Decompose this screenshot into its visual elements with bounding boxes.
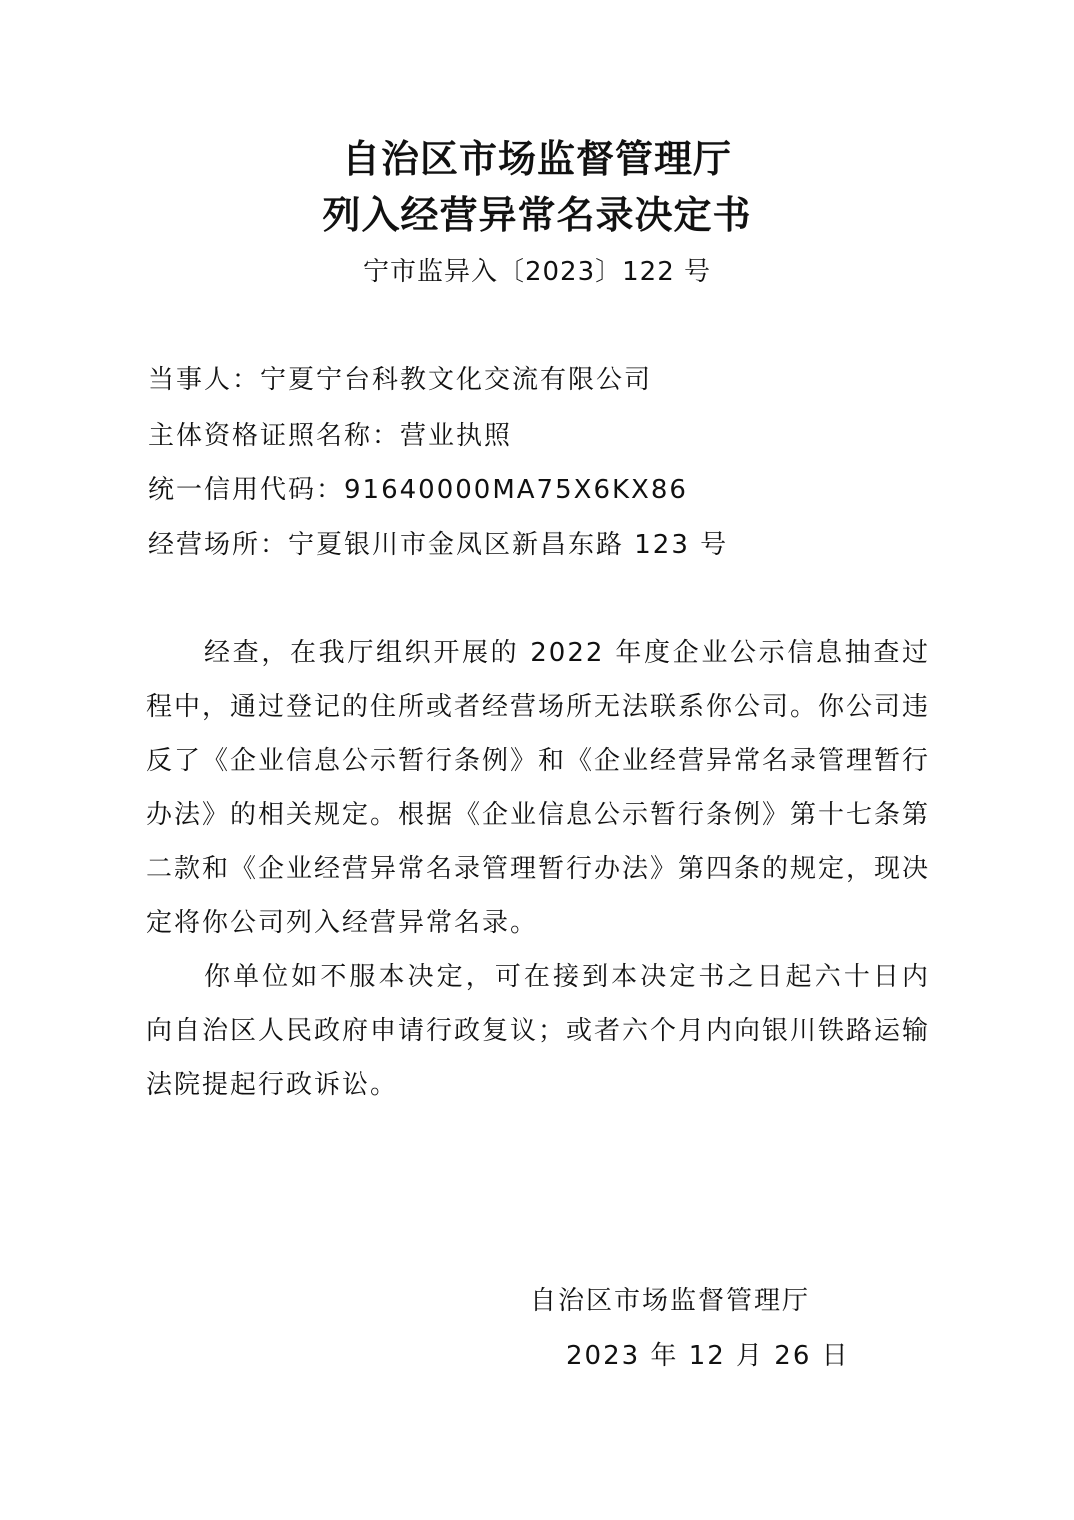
premises-field: 经营场所：宁夏银川市金凤区新昌东路 123 号 [148, 530, 729, 560]
body-paragraph-appeal: 你单位如不服本决定，可在接到本决定书之日起六十日内向自治区人民政府申请行政复议；或者六个月内向银川铁路运输法院提起行政诉讼。 [146, 962, 931, 1100]
document-number: 宁市监异入〔2023〕122 号 [362, 257, 712, 287]
document-title-line2: 列入经营异常名录决定书 [322, 192, 752, 237]
credit-code-field: 统一信用代码：91640000MA75X6KX86 [148, 475, 688, 505]
signature-organization: 自治区市场监督管理厅 [530, 1286, 811, 1316]
license-name-field: 主体资格证照名称：营业执照 [148, 421, 513, 451]
body-paragraph-findings: 经查，在我厅组织开展的 2022 年度企业公示信息抽查过程中，通过登记的住所或者经营场所无法联系你公司。你公司违反了《企业信息公示暂行条例》和《企业经营异常名录管理暂行办法》的相关规定。根据《企业信息公示暂行条例》第十七条第二款和《企业经营异常名录管理暂行办法》第四条的规定，现决定将你公司列入经营异常名录。 [146, 638, 931, 938]
party-field: 当事人：宁夏宁台科教文化交流有限公司 [148, 365, 653, 395]
signature-date: 2023 年 12 月 26 日 [566, 1341, 850, 1371]
document-title-line1: 自治区市场监督管理厅 [341, 136, 732, 181]
